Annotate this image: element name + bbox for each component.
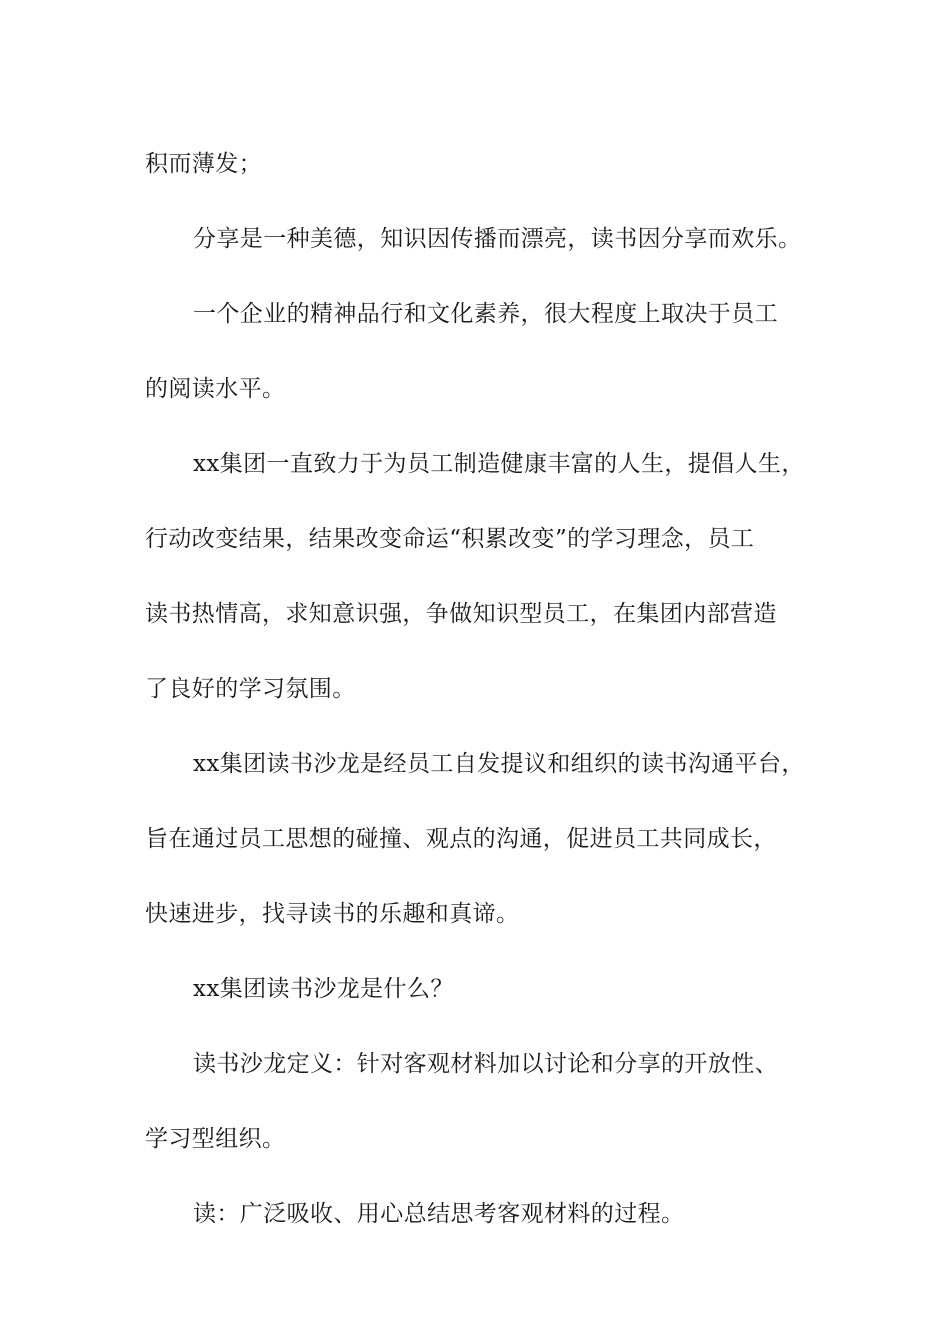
text-line-14: 学习型组织。: [145, 1126, 286, 1152]
text-line-6: 行动改变结果，结果改变命运“积累改变”的学习理念，员工: [145, 526, 755, 552]
text-line-15: 读：广泛吸收、用心总结思考客观材料的过程。: [193, 1201, 685, 1227]
text-line-4: 的阅读水平。: [145, 376, 286, 402]
text-line-1: 积而薄发；: [145, 151, 262, 177]
text-line-5: xx集团一直致力于为员工制造健康丰富的人生，提倡人生，: [193, 451, 805, 477]
text-line-13: 读书沙龙定义：针对客观材料加以讨论和分享的开放性、: [193, 1051, 778, 1077]
text-line-2: 分享是一种美德，知识因传播而漂亮，读书因分享而欢乐。: [193, 226, 802, 252]
text-line-12: xx集团读书沙龙是什么？: [193, 976, 454, 1002]
text-line-11: 快速进步，找寻读书的乐趣和真谛。: [145, 901, 520, 927]
text-line-7: 读书热情高，求知意识强，争做知识型员工，在集团内部营造: [145, 601, 777, 627]
text-line-3: 一个企业的精神品行和文化素养，很大程度上取决于员工: [193, 301, 778, 327]
text-line-10: 旨在通过员工思想的碰撞、观点的沟通，促进员工共同成长，: [145, 826, 777, 852]
text-line-9: xx集团读书沙龙是经员工自发提议和组织的读书沟通平台，: [193, 751, 805, 777]
document-body: [145, 127, 807, 1252]
text-line-8: 了良好的学习氛围。: [145, 676, 356, 702]
